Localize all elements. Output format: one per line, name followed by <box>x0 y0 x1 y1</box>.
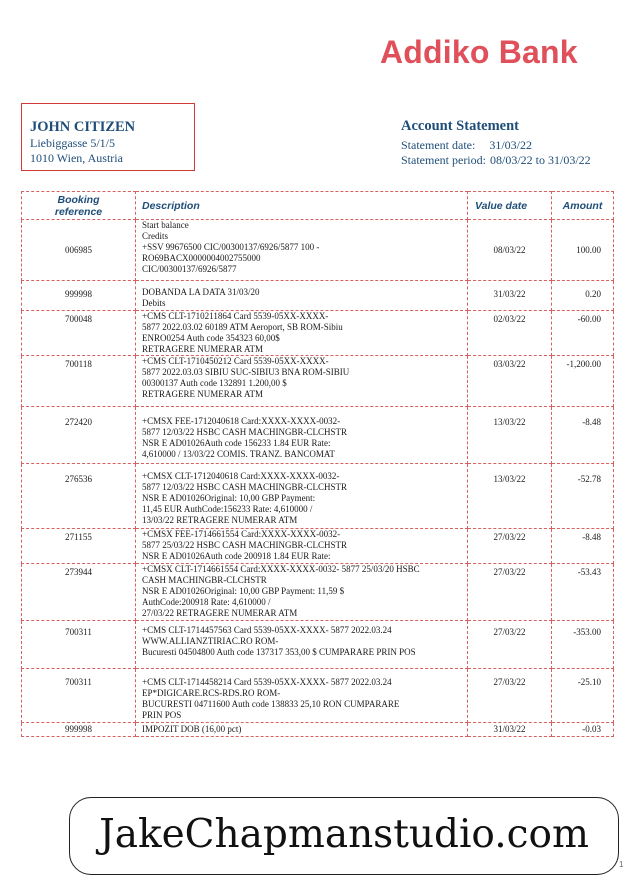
cell-description: +CMSX FEE-1714661554 Card:XXXX-XXXX-0032- 5877 25/03/22 HSBC CASH MACHINGBR-CLCHSTR NSR E AD01026Auth code 200918 1.84 EUR Rate: <box>136 529 468 564</box>
cell-reference: 006985 <box>22 220 136 281</box>
cell-value-date: 27/03/22 <box>468 669 552 723</box>
bank-logo: Addiko Bank <box>380 34 578 70</box>
table-row <box>22 220 614 281</box>
statement-period-row <box>401 153 591 168</box>
cell-amount: -8.48 <box>552 407 614 464</box>
statement-date-label: Statement date: <box>401 138 476 152</box>
cell-description: +CMSX CLT-1712040618 Card:XXXX-XXXX-0032- 5877 12/03/22 HSBC CASH MACHINGBR-CLCHSTR NSR E AD01026Original: 10,00 GBP Payment: 11,45 EUR AuthCode:156233 Rate: 4,610000 / 13/03/22 RETRAGERE NUMERAR ATM <box>136 464 468 529</box>
statement-title: Account Statement <box>401 118 519 134</box>
cell-description: +CMSX CLT-1714661554 Card:XXXX-XXXX-0032- 5877 25/03/20 HSBC CASH MACHINGBR-CLCHSTR NSR E AD01026Original: 10,00 GBP Payment: 11,59 $ AuthCode:200918 Rate: 4,610000 / 27/03/22 RETRAGERE NUMERAR ATM <box>136 564 468 621</box>
cell-value-date: 08/03/22 <box>468 220 552 281</box>
header-amount: Amount <box>552 192 614 220</box>
watermark-banner: JakeChapmanstudio.com <box>69 797 619 875</box>
address-line-1: Liebiggasse 5/1/5 <box>30 136 115 150</box>
table-row <box>22 669 614 723</box>
statement-date-row <box>401 138 591 153</box>
table-row <box>22 311 614 356</box>
cell-amount: -25.10 <box>552 669 614 723</box>
cell-amount: 100.00 <box>552 220 614 281</box>
header-value-date: Value date <box>468 192 552 220</box>
cell-description: IMPOZIT DOB (16,00 pct) <box>136 723 468 737</box>
table-row <box>22 407 614 464</box>
table-header-row <box>22 192 614 220</box>
cell-value-date: 27/03/22 <box>468 529 552 564</box>
cell-reference: 999998 <box>22 281 136 311</box>
cell-value-date: 31/03/22 <box>468 281 552 311</box>
table-row <box>22 464 614 529</box>
statement-period-value: 08/03/22 to 31/03/22 <box>489 152 591 167</box>
cell-description: +CMS CLT-1714458214 Card 5539-05XX-XXXX- 5877 2022.03.24 EP*DIGICARE.RCS-RDS.RO ROM- BUCURESTI 04711600 Auth code 138833 25,10 RON CUMPARARE PRIN POS <box>136 669 468 723</box>
table-row <box>22 529 614 564</box>
header-description: Description <box>136 192 468 220</box>
cell-value-date: 27/03/22 <box>468 564 552 621</box>
cell-amount: -52.78 <box>552 464 614 529</box>
table-row <box>22 723 614 737</box>
cell-amount: -353.00 <box>552 621 614 669</box>
header-booking-reference <box>22 192 136 220</box>
customer-name: JOHN CITIZEN <box>30 119 136 135</box>
cell-description: +CMS CLT-1714457563 Card 5539-05XX-XXXX- 5877 2022.03.24 WWW.ALLIANZTIRIAC.RO ROM- Bucuresti 04504800 Auth code 137317 353,00 $ CUMPARARE PRIN POS <box>136 621 468 669</box>
table-row <box>22 621 614 669</box>
cell-reference: 276536 <box>22 464 136 529</box>
statement-period-label: Statement period: <box>401 152 486 167</box>
cell-value-date: 27/03/22 <box>468 621 552 669</box>
cell-reference: 999998 <box>22 723 136 737</box>
cell-description: Start balance Credits +SSV 99676500 CIC/00300137/6926/5877 100 - RO69BACX0000004002755000 CIC/00300137/6926/5877 <box>136 220 468 281</box>
cell-description: +CMS CLT-1710211864 Card 5539-05XX-XXXX- 5877 2022.03.02 60189 ATM Aeroport, SB ROM-Sibiu ENRO0254 Auth code 354323 60,00$ RETRAGERE NUMERAR ATM <box>136 311 468 356</box>
cell-reference: 700118 <box>22 356 136 407</box>
cell-reference: 700048 <box>22 311 136 356</box>
cell-amount: -8.48 <box>552 529 614 564</box>
cell-reference: 273944 <box>22 564 136 621</box>
header-reference-line1: Booking <box>57 193 100 206</box>
customer-address-block <box>21 103 195 171</box>
cell-value-date: 13/03/22 <box>468 407 552 464</box>
cell-reference: 271155 <box>22 529 136 564</box>
cell-description: DOBANDA LA DATA 31/03/20 Debits <box>136 281 468 311</box>
cell-reference: 700311 <box>22 669 136 723</box>
table-row <box>22 356 614 407</box>
cell-amount: 0.20 <box>552 281 614 311</box>
statement-date-value: 31/03/22 <box>489 138 532 152</box>
table-row <box>22 564 614 621</box>
cell-value-date: 02/03/22 <box>468 311 552 356</box>
page-number: 1 <box>619 860 624 869</box>
statement-info <box>401 117 591 167</box>
cell-value-date: 13/03/22 <box>468 464 552 529</box>
cell-reference: 700311 <box>22 621 136 669</box>
address-line-2: 1010 Wien, Austria <box>30 150 123 165</box>
cell-amount: -53.43 <box>552 564 614 621</box>
cell-description: +CMS CLT-1710450212 Card 5539-05XX-XXXX- 5877 2022.03.03 SIBIU SUC-SIBIU3 BNA ROM-SIBIU 00300137 Auth code 132891 1.200,00 $ RETRAGERE NUMERAR ATM <box>136 356 468 407</box>
cell-value-date: 31/03/22 <box>468 723 552 737</box>
transactions-table <box>21 191 614 737</box>
table-row <box>22 281 614 311</box>
cell-reference: 272420 <box>22 407 136 464</box>
cell-description: +CMSX FEE-1712040618 Card:XXXX-XXXX-0032- 5877 12/03/22 HSBC CASH MACHINGBR-CLCHSTR NSR E AD01026Auth code 156233 1.84 EUR Rate: 4,610000 / 13/03/22 COMIS. TRANZ. BANCOMAT <box>136 407 468 464</box>
cell-amount: -60.00 <box>552 311 614 356</box>
cell-amount: -0.03 <box>552 723 614 737</box>
cell-value-date: 03/03/22 <box>468 356 552 407</box>
header-reference-line2: reference <box>54 205 103 218</box>
cell-amount: -1,200.00 <box>552 356 614 407</box>
